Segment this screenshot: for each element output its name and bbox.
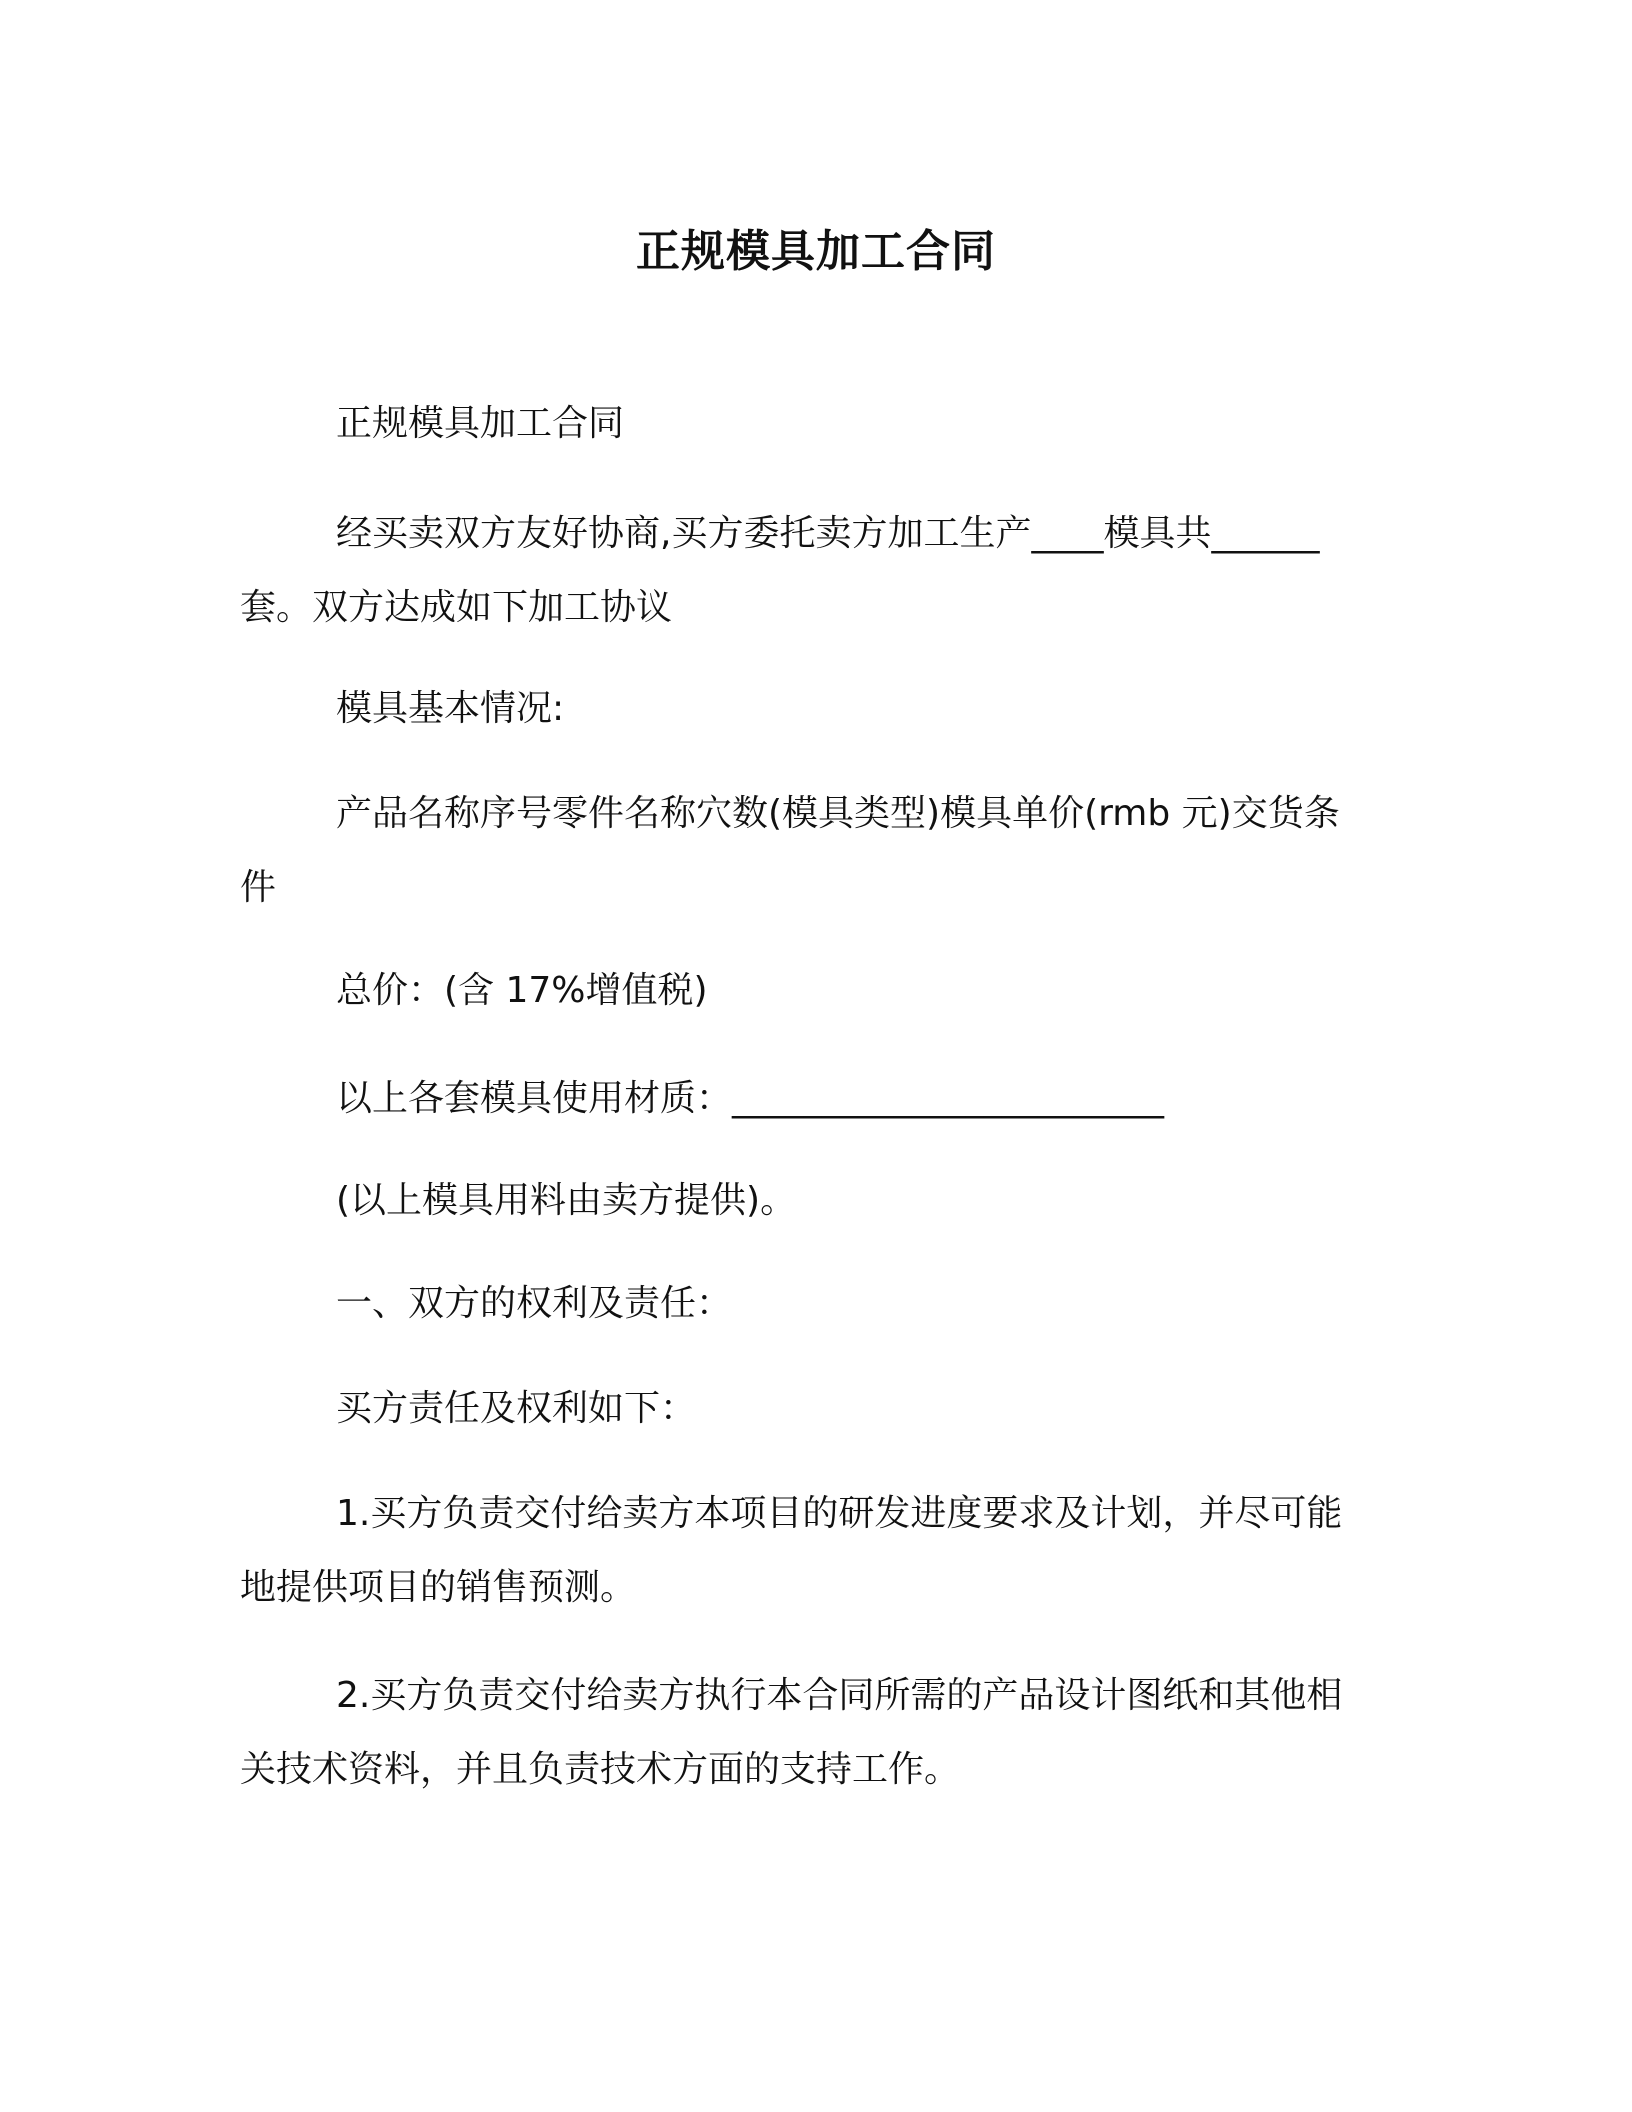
total-price-paragraph: 总价：(含 17%增值税) <box>336 970 708 1011</box>
material-paragraph: 以上各套模具使用材质：________________________ <box>336 1078 1165 1119</box>
buyer-item-1: 1.买方负责交付给卖方本项目的研发进度要求及计划，并尽可能地提供项目的销售预测。 <box>240 1493 1343 1608</box>
product-columns-paragraph: 产品名称序号零件名称穴数(模具类型)模具单价(rmb 元)交货条件 <box>240 793 1340 908</box>
buyer-item-2: 2.买方负责交付给卖方执行本合同所需的产品设计图纸和其他相关技术资料，并且负责技术方面的支持工作。 <box>240 1675 1343 1790</box>
contract-subtitle: 正规模具加工合同 <box>336 403 625 444</box>
document-title: 正规模具加工合同 <box>636 226 996 277</box>
mold-basic-info-heading: 模具基本情况: <box>336 688 565 729</box>
buyer-responsibilities-heading: 买方责任及权利如下： <box>336 1388 697 1429</box>
intro-paragraph: 经买卖双方友好协商,买方委托卖方加工生产____模具共______套。双方达成如下加工协议 <box>240 513 1320 628</box>
material-supply-paragraph: (以上模具用料由卖方提供)。 <box>336 1180 797 1221</box>
section-1-heading: 一、双方的权利及责任： <box>336 1283 733 1324</box>
